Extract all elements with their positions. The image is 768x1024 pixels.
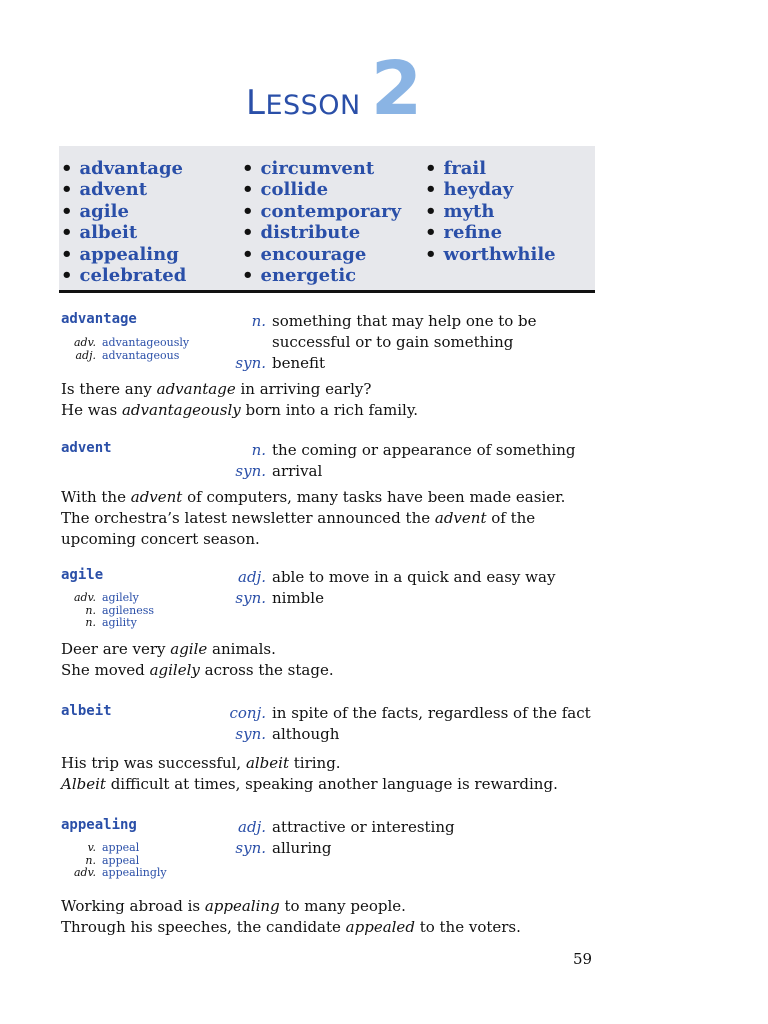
headword: albeit [61,703,112,719]
word-list-item [242,265,401,286]
word-list-column-3 [425,158,556,265]
example-sentence: He was advantageously born into a rich family. [61,401,419,419]
definition: n. something that may help one to be successful or to gain something [251,312,537,351]
bullet-icon: • [242,222,254,244]
word-list-word: heyday [443,179,514,201]
headword: advantage [61,311,137,327]
word-list-column-1 [61,158,186,286]
bullet-icon: • [242,243,254,265]
derived-form: n. agileness [85,603,155,617]
word-list-item [242,244,401,265]
word-list-item [425,201,556,222]
definition: adj. attractive or interesting [238,818,455,836]
synonym: syn. nimble [235,589,324,607]
example-sentences [61,896,601,938]
bullet-icon: • [61,243,73,265]
word-list-word: appealing [79,243,179,265]
example-sentence: With the advent of computers, many tasks have been made easier. [61,488,566,506]
lesson-number: 2 [370,46,423,132]
word-list-item [425,244,556,265]
word-list-column-2 [242,158,401,286]
definition-block [209,703,609,745]
synonym: syn. alluring [235,839,332,857]
definition: adj. able to move in a quick and easy way [238,568,556,586]
word-list-word: agile [79,200,129,222]
word-list-word: contemporary [260,200,402,222]
word-list-word: encourage [260,243,367,265]
word-list-word: worthwhile [443,243,556,265]
word-list-item [61,222,186,243]
bullet-icon: • [61,179,73,201]
word-list-item [242,158,401,179]
derived-form: adv. advantageously [73,336,190,349]
example-sentence: Albeit difficult at times, speaking another language is rewarding. [61,775,558,793]
word-list-item [242,222,401,243]
example-sentences [61,379,601,421]
definition-block [209,311,609,374]
word-list-item [242,179,401,200]
bullet-icon: • [425,179,437,201]
lesson-heading [246,46,423,132]
derived-forms [61,337,189,362]
derived-form: n. appeal [85,853,140,867]
word-list-word: frail [443,158,487,179]
derived-forms [61,842,167,880]
word-list-word: energetic [260,265,357,287]
bullet-icon: • [242,179,254,201]
example-sentence: Working abroad is appealing to many people. [61,897,406,915]
derived-form: v. appeal [87,841,140,854]
derived-form: n. agility [85,616,137,629]
word-list-item [425,179,556,200]
word-list-word: circumvent [260,158,375,179]
word-list-word: refine [443,222,503,244]
derived-form: adv. agilely [73,591,139,604]
bullet-icon: • [242,158,254,179]
word-list-item [61,179,186,200]
word-list-item [61,265,186,286]
definition: conj. in spite of the facts, regardless of the fact [229,704,591,722]
bullet-icon: • [61,222,73,244]
bullet-icon: • [61,265,73,287]
derived-form: adj. advantageous [75,348,180,362]
bullet-icon: • [425,200,437,222]
bullet-icon: • [425,222,437,244]
word-list-word: celebrated [79,265,187,287]
lesson-label: LESSON [246,83,361,123]
headword: appealing [61,817,137,833]
example-sentence: The orchestra’s latest newsletter announced the advent of the [61,509,536,527]
example-sentences [61,753,601,795]
definition: n. the coming or appearance of something [251,441,576,459]
vocabulary-word-box [59,146,595,293]
example-sentence: Is there any advantage in arriving early? [61,380,372,398]
bullet-icon: • [425,243,437,265]
headword: advent [61,440,112,456]
word-list-word: collide [260,179,329,201]
bullet-icon: • [61,158,73,179]
word-list-word: distribute [260,222,361,244]
example-sentence: Through his speeches, the candidate appealed to the voters. [61,918,521,936]
example-sentence: She moved agilely across the stage. [61,661,334,679]
definition-block [209,567,609,609]
headword: agile [61,567,104,583]
example-sentences [61,487,601,550]
definition-block [209,440,609,482]
bullet-icon: • [61,200,73,222]
example-sentences [61,639,601,681]
synonym: syn. although [235,725,340,743]
derived-forms [61,592,154,630]
example-sentence: His trip was successful, albeit tiring. [61,754,341,772]
word-list-item [242,201,401,222]
synonym: syn. arrival [235,462,323,480]
word-list-item [61,158,186,179]
word-list-item [425,158,556,179]
word-list-word: albeit [79,222,138,244]
bullet-icon: • [242,200,254,222]
derived-form: adv. appealingly [73,866,167,879]
bullet-icon: • [425,158,437,179]
word-list-item [61,201,186,222]
definition-block [209,817,609,859]
page-number: 59 [573,950,593,968]
example-sentence: Deer are very agile animals. [61,640,276,658]
word-list-word: advent [79,179,148,201]
word-list-word: advantage [79,158,183,179]
synonym: syn. benefit [235,354,326,372]
word-list-item [425,222,556,243]
word-list-item [61,244,186,265]
example-sentence: upcoming concert season. [61,530,260,548]
word-list-word: myth [443,200,495,222]
bullet-icon: • [242,265,254,287]
